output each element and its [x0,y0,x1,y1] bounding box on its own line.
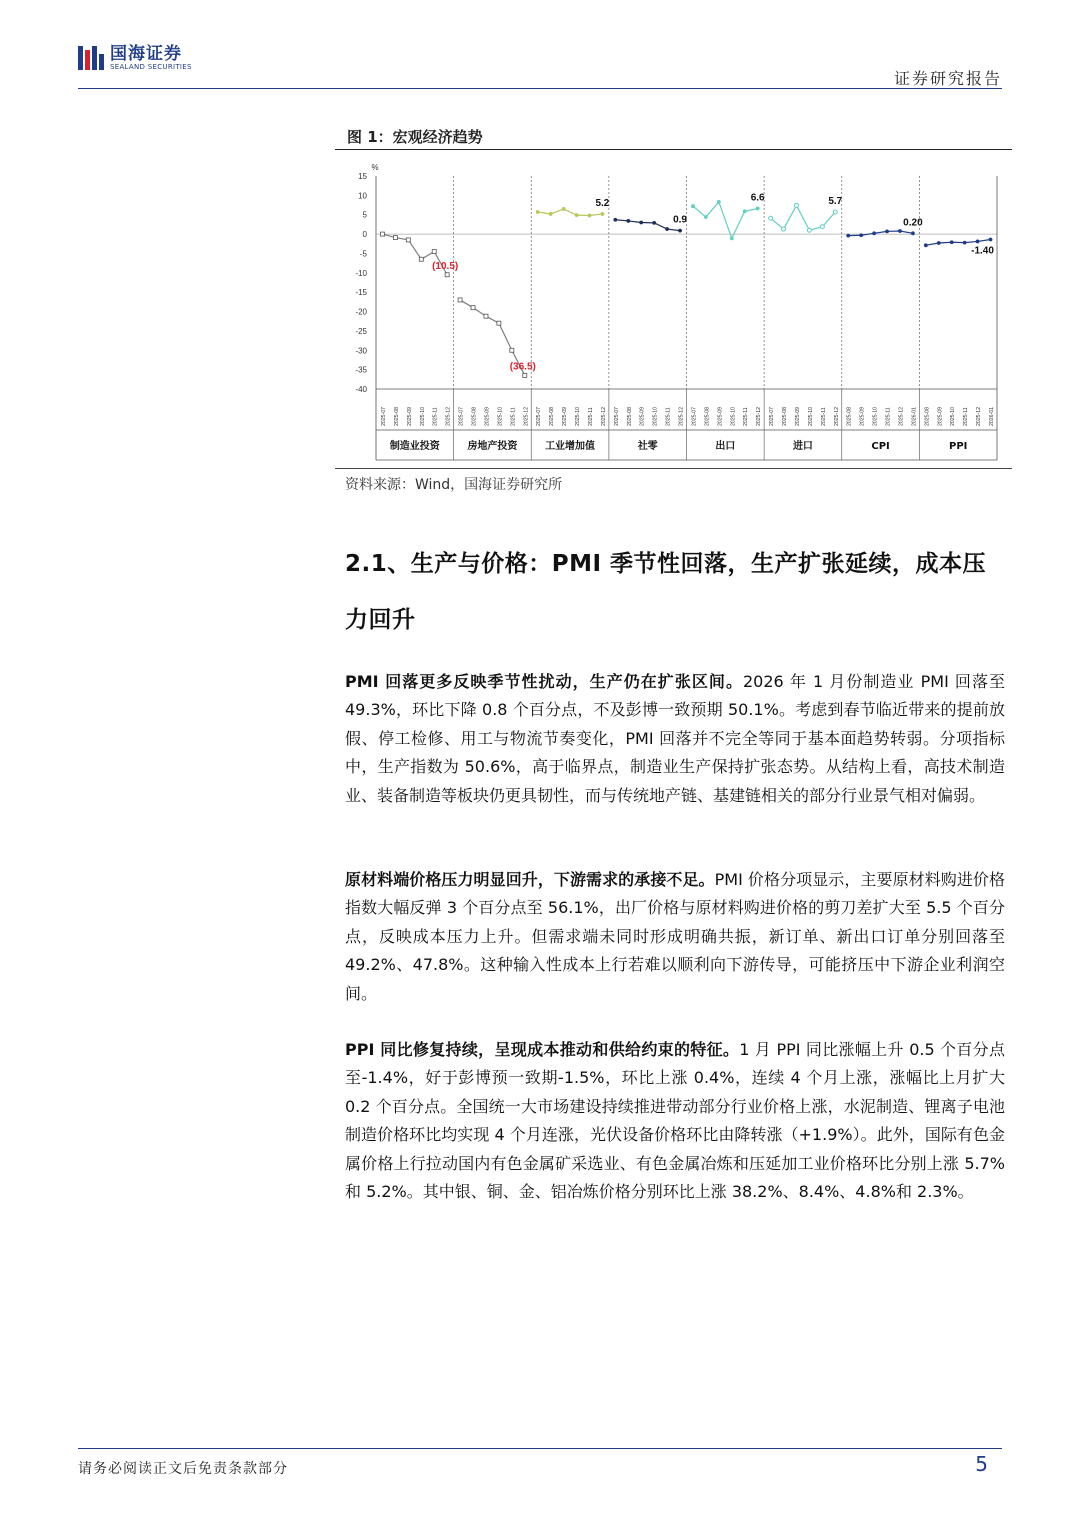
x-tick-label: 2025-11 [820,407,827,426]
x-tick-label: 2025-07 [380,406,387,426]
data-point [471,306,475,310]
paragraph-1-body: 2026 年 1 月份制造业 PMI 回落至 49.3%，环比下降 0.8 个百分点，不及彭博一致预期 50.1%。考虑到春节临近带来的提前放假、停工检修、用工与物流节奏变化，PMI 回落并不完全等同于基本面趋势转弱。分项指标中，生产指数为 50.6%，高于临界点，制造业生产保持扩张态势。从结构上看，高技术制造业、装备制造等板块仍更具韧性，而与传统地产链、基建链相关的部分行业景气相对偏弱。 [345,672,1005,805]
data-point [859,233,863,237]
x-tick-label: 2025-09 [406,406,413,426]
x-tick-label: 2025-07 [691,406,698,426]
data-point [523,373,527,377]
data-point [626,219,630,223]
x-tick-label: 2025-11 [587,407,594,426]
data-point [652,221,656,225]
data-point [911,231,915,235]
data-point [730,236,734,240]
paragraph-1-lead: PMI 回落更多反映季节性扰动，生产仍在扩张区间。 [345,672,743,691]
x-tick-label: 2025-07 [458,406,465,426]
data-label: 0.9 [673,214,687,226]
section-title: 2.1、生产与价格：PMI 季节性回落，生产扩张延续，成本压力回升 [345,551,987,633]
x-tick-label: 2025-10 [730,406,737,426]
x-tick-label: 2026-01 [989,406,996,426]
x-tick-label: 2025-09 [937,406,944,426]
data-label: 5.2 [595,197,610,209]
category-label: 出口 [715,441,736,452]
data-point [380,232,384,236]
series-line-5 [771,205,836,230]
x-tick-label: 2025-11 [885,407,892,426]
x-tick-label: 2025-12 [756,406,763,426]
footer-divider [78,1448,1002,1449]
y-tick-label: 0 [362,230,367,240]
x-tick-label: 2025-12 [898,406,905,426]
data-point [562,207,566,211]
x-tick-label: 2025-09 [484,406,491,426]
x-tick-label: 2025-08 [924,406,931,426]
x-tick-label: 2025-08 [782,406,789,426]
x-tick-label: 2025-10 [497,406,504,426]
category-label: 工业增加值 [545,441,596,452]
y-tick-label: -20 [355,307,367,317]
paragraph-3-lead: PPI 同比修复持续，呈现成本推动和供给约束的特征。 [345,1040,740,1059]
paragraph-2-lead: 原材料端价格压力明显回升，下游需求的承接不足。 [345,870,715,889]
x-tick-label: 2025-11 [665,407,672,426]
x-tick-label: 2025-12 [976,406,983,426]
y-axis-unit: % [371,163,379,172]
x-tick-label: 2025-08 [471,406,478,426]
x-tick-label: 2025-07 [613,406,620,426]
series-line-2 [538,209,603,216]
data-point [406,238,410,242]
data-point [963,241,967,245]
x-tick-label: 2025-08 [704,406,711,426]
x-tick-label: 2025-08 [626,406,633,426]
x-tick-label: 2025-09 [859,406,866,426]
data-point [717,200,721,204]
data-point [510,348,514,352]
y-tick-label: -25 [355,326,367,336]
x-tick-label: 2025-10 [807,406,814,426]
category-label: CPI [871,441,890,452]
data-point [419,257,423,261]
data-point [704,215,708,219]
x-tick-label: 2025-09 [562,406,569,426]
x-tick-label: 2025-11 [510,407,517,426]
x-tick-label: 2025-09 [639,406,646,426]
data-point [743,209,747,213]
category-label: PPI [948,441,968,452]
figure-bottom-divider [335,468,1012,469]
data-point [833,210,837,214]
logo-cn-text: 国海证券 [110,43,182,64]
data-point [989,238,993,242]
x-tick-label: 2026-01 [911,406,918,426]
data-point [769,216,773,220]
x-tick-label: 2025-09 [717,406,724,426]
data-point [976,240,980,244]
data-label: 5.7 [828,196,843,208]
x-tick-label: 2025-10 [872,406,879,426]
data-label: (36.5) [509,361,536,373]
x-tick-label: 2025-10 [419,406,426,426]
paragraph-2 [345,866,1005,1008]
y-tick-label: -5 [359,249,367,259]
data-point [820,225,824,229]
x-tick-label: 2025-07 [536,406,543,426]
x-tick-label: 2025-07 [769,406,776,426]
series-line-3 [615,220,680,231]
data-point [678,229,682,233]
x-tick-label: 2025-10 [950,406,957,426]
data-point [782,227,786,231]
data-point [885,229,889,233]
data-point [432,250,436,254]
logo-en-text: SEALAND SECURITIES [110,62,192,71]
data-point [497,321,501,325]
report-type: 证券研究报告 [893,69,1002,88]
data-point [445,273,449,277]
data-point [794,203,798,207]
x-tick-label: 2025-11 [432,407,439,426]
company-logo [78,44,192,72]
data-point [937,241,941,245]
category-label: 进口 [792,441,813,452]
series-line-7 [926,240,991,246]
y-tick-label: -40 [355,385,367,394]
data-point [613,218,617,222]
paragraph-2-body: PMI 价格分项显示，主要原材料购进价格指数大幅反弹 3 个百分点至 56.1%，出厂价格与原材料购进价格的剪刀差扩大至 5.5 个百分点，反映成本压力上升。但需求端未同时形成明确共振，新订单、新出口订单分别回落至 49.2%、47.8%。这种输入性成本上行若难以顺利向下游传导，可能挤压中下游企业利润空间。 [345,870,1005,1003]
figure-top-divider [335,149,1012,150]
data-point [756,207,760,211]
data-point [950,240,954,244]
series-line-6 [848,231,913,236]
x-tick-label: 2025-12 [445,406,452,426]
data-label: 6.6 [750,192,765,204]
category-label: 社零 [637,441,658,452]
paragraph-3-body: 1 月 PPI 同比涨幅上升 0.5 个百分点至-1.4%，好于彭博预一致期-1.5%，环比上涨 0.4%，连续 4 个月上涨，涨幅比上月扩大 0.2 个百分点。全国统一大市场建设持续推进带动部分行业价格上涨，水泥制造、锂离子电池制造价格环比均实现 4 个月连涨，光伏设备价格环比由降转涨（+1.9%）。此外，国际有色金属价格上行拉动国内有色金属矿采选业、有色金属冶炼和压延加工业价格环比分别上涨 5.7%和 5.2%。其中银、铜、金、铝冶炼价格分别环比上涨 38.2%、8.4%、4.8%和 2.3%。 [345,1040,1005,1202]
y-tick-label: 15 [358,172,367,181]
data-point [872,231,876,235]
category-label: 房地产投资 [467,441,518,452]
y-tick-label: -10 [355,268,367,278]
data-point [458,298,462,302]
y-tick-label: 10 [358,191,367,201]
footer-disclaimer: 请务必阅读正文后免责条款部分 [78,1461,288,1477]
logo-mark-icon [78,44,104,72]
data-point [807,228,811,232]
data-point [846,234,850,238]
x-tick-label: 2025-12 [678,406,685,426]
y-tick-label: 5 [362,210,367,220]
x-tick-label: 2025-08 [846,406,853,426]
x-tick-label: 2025-09 [794,406,801,426]
data-point [393,236,397,240]
x-tick-label: 2025-08 [549,406,556,426]
data-point [575,213,579,217]
data-point [601,212,605,216]
page-number: 5 [975,1452,988,1476]
x-tick-label: 2025-12 [600,406,607,426]
data-point [588,214,592,218]
y-tick-label: -30 [355,346,367,356]
data-point [898,229,902,233]
paragraph-1 [345,668,1005,810]
y-tick-label: -15 [355,288,367,298]
data-point [924,243,928,247]
data-label: 0.20 [903,217,923,229]
data-point [536,210,540,214]
x-tick-label: 2025-11 [963,407,970,426]
x-tick-label: 2025-11 [743,407,750,426]
x-tick-label: 2025-10 [575,406,582,426]
figure-source: 资料来源：Wind，国海证券研究所 [345,477,563,493]
data-label: (10.5) [432,260,459,272]
data-point [484,314,488,318]
data-point [639,221,643,225]
data-point [665,227,669,231]
header-divider [78,88,1002,89]
category-label: 制造业投资 [389,441,440,452]
x-tick-label: 2025-10 [652,406,659,426]
data-point [549,212,553,216]
macro-trend-chart [341,158,1006,462]
data-point [691,204,695,208]
figure-title: 图 1：宏观经济趋势 [347,128,483,146]
data-label: -1.40 [971,245,994,257]
x-tick-label: 2025-08 [393,406,400,426]
y-tick-label: -35 [355,365,367,375]
series-line-4 [693,202,758,238]
x-tick-label: 2025-12 [523,406,530,426]
paragraph-3 [345,1036,1005,1206]
x-tick-label: 2025-12 [833,406,840,426]
